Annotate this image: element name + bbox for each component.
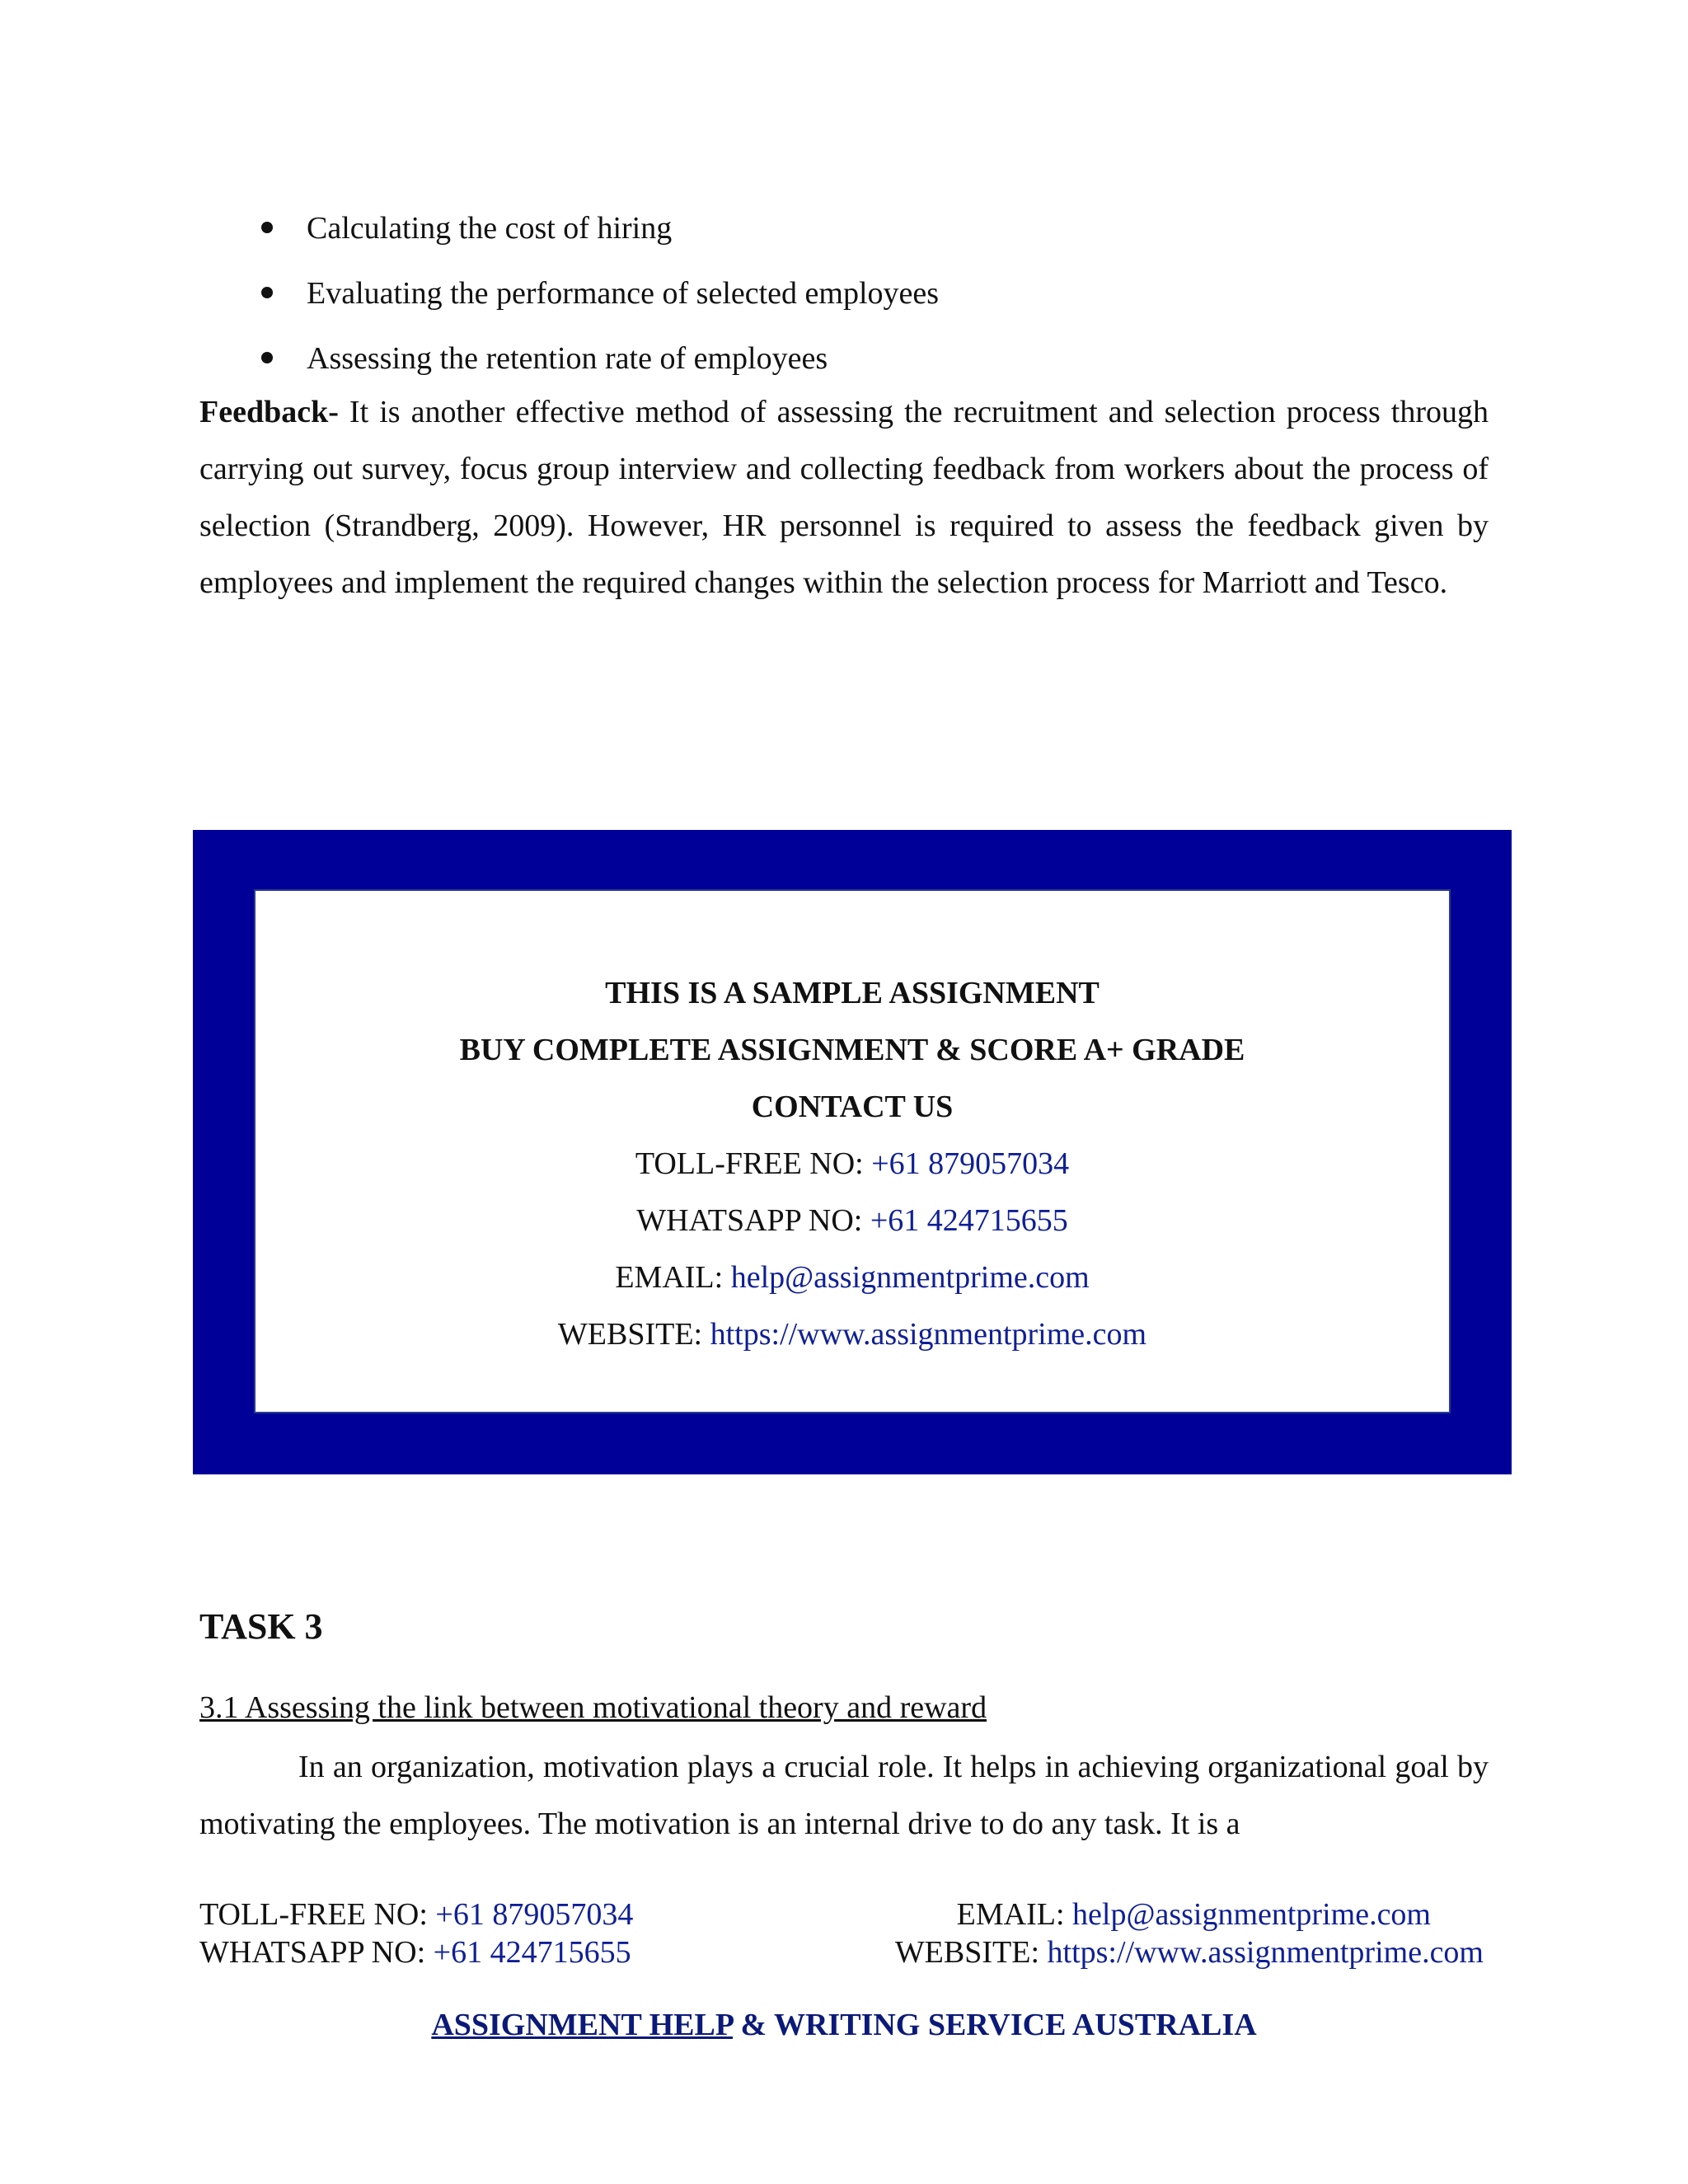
footer-whatsapp-link[interactable]: +61 424715655 (433, 1935, 631, 1970)
footer-banner (0, 2007, 1688, 2043)
website-link[interactable]: https://www.assignmentprime.com (710, 1317, 1147, 1352)
feedback-paragraph (199, 384, 1489, 612)
footer-phone-block (199, 1896, 633, 1971)
list-item (199, 261, 1485, 326)
footer-whatsapp-label: WHATSAPP NO: (199, 1935, 434, 1970)
email-label: EMAIL: (615, 1260, 731, 1295)
motivation-paragraph: In an organization, motivation plays a crucial role. It helps in achieving organizational goal by motivating the employees. The motivation is an internal drive to do any task. It is a (199, 1750, 1489, 1841)
footer-tollfree-label: TOLL-FREE NO: (199, 1897, 436, 1932)
whatsapp-line (256, 1193, 1449, 1249)
website-line (256, 1306, 1449, 1363)
section-subheading: 3.1 Assessing the link between motivational theory and reward (199, 1690, 987, 1725)
bullet-icon (261, 352, 273, 363)
contact-heading: CONTACT US (751, 1090, 954, 1124)
sample-assignment-banner (193, 830, 1512, 1474)
bullet-icon (261, 287, 273, 298)
email-line (256, 1249, 1449, 1306)
buy-notice: BUY COMPLETE ASSIGNMENT & SCORE A+ GRADE (459, 1033, 1245, 1067)
feedback-label: Feedback- (199, 395, 339, 429)
footer-whatsapp (199, 1933, 633, 1971)
bullet-icon (261, 222, 273, 233)
list-item (199, 326, 1485, 391)
tollfree-number-link[interactable]: +61 879057034 (871, 1146, 1070, 1181)
footer-website-link[interactable]: https://www.assignmentprime.com (1047, 1935, 1484, 1970)
footer-tollfree-link[interactable]: +61 879057034 (435, 1897, 634, 1932)
feedback-text: It is another effective method of assessing the recruitment and selection process through carrying out survey, focus group interview and collecting feedback from workers about the process of selection (Strandberg, 2009). However, HR personnel is required to assess the feedback given by employees and implement the required changes within the selection process for Marriott and Tesco. (199, 395, 1489, 600)
footer-web-block (895, 1896, 1484, 1971)
whatsapp-number-link[interactable]: +61 424715655 (870, 1203, 1068, 1238)
tollfree-label: TOLL-FREE NO: (635, 1146, 872, 1181)
task-heading: TASK 3 (199, 1606, 323, 1647)
footer-email-label: EMAIL: (956, 1897, 1073, 1932)
sample-assignment-panel (254, 889, 1451, 1413)
footer-website (895, 1933, 1484, 1971)
bullet-text: Calculating the cost of hiring (307, 211, 673, 246)
bullet-text: Evaluating the performance of selected employees (307, 276, 940, 311)
sample-notice: THIS IS A SAMPLE ASSIGNMENT (605, 976, 1100, 1010)
footer-tollfree (199, 1896, 633, 1933)
email-link[interactable]: help@assignmentprime.com (730, 1260, 1090, 1295)
assignment-help-link[interactable]: ASSIGNMENT HELP (431, 2008, 733, 2042)
footer-banner-text: & WRITING SERVICE AUSTRALIA (733, 2008, 1257, 2042)
whatsapp-label: WHATSAPP NO: (636, 1203, 870, 1238)
footer-email-link[interactable]: help@assignmentprime.com (1072, 1897, 1431, 1932)
footer-website-label: WEBSITE: (894, 1935, 1048, 1970)
bullet-text: Assessing the retention rate of employees (307, 341, 828, 376)
footer-email (895, 1896, 1484, 1933)
list-item (199, 196, 1485, 261)
bullet-list (199, 196, 1485, 391)
tollfree-line (256, 1136, 1449, 1193)
website-label: WEBSITE: (557, 1317, 710, 1352)
